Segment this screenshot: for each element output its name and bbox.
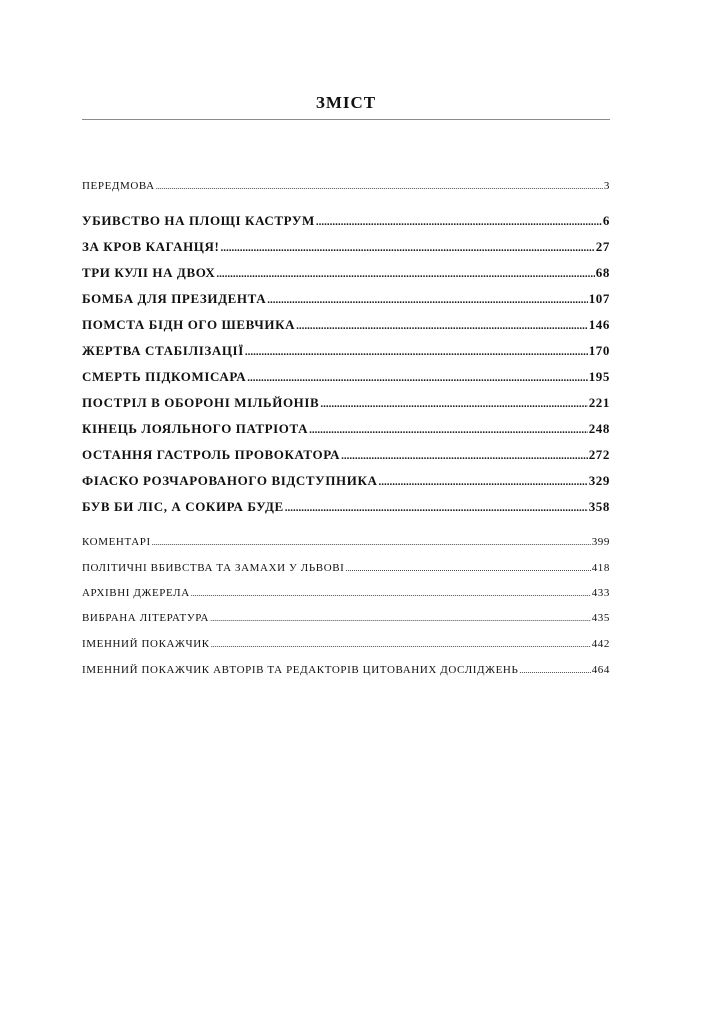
dot-leader (378, 476, 587, 488)
toc-entry-back-matter[interactable] (82, 638, 610, 650)
toc-page-number: 435 (591, 612, 610, 624)
toc-page-number: 27 (595, 239, 610, 254)
dot-leader (341, 450, 588, 462)
toc-page-number: 329 (588, 473, 610, 488)
toc-entry-chapter[interactable] (82, 265, 610, 281)
toc-page-number: 68 (595, 265, 610, 280)
toc-entry-label: СМЕРТЬ ПІДКОМІСАРА (82, 369, 247, 384)
toc-page-number: 6 (602, 213, 610, 228)
toc-page-number: 418 (591, 562, 610, 574)
toc-page-number: 464 (591, 664, 610, 676)
toc-entry-label: БОМБА ДЛЯ ПРЕЗИДЕНТА (82, 291, 267, 306)
toc-entry-label: УБИВСТВО НА ПЛОЩІ КАСТРУМ (82, 213, 315, 228)
dot-leader (220, 242, 594, 254)
toc-entry-label: ЗА КРОВ КАГАНЦЯ! (82, 239, 220, 254)
toc-page-number: 146 (588, 317, 610, 332)
toc-entry-chapter[interactable] (82, 421, 610, 437)
toc-entry-label: ІМЕННИЙ ПОКАЖЧИК АВТОРІВ ТА РЕДАКТОРІВ ЦИТОВАНИХ ДОСЛІДЖЕНЬ (82, 664, 519, 676)
dot-leader (316, 216, 602, 228)
toc-entry-chapter[interactable] (82, 317, 610, 333)
toc-entry-label: КОМЕНТАРІ (82, 536, 151, 548)
toc-entry-label: ТРИ КУЛІ НА ДВОХ (82, 265, 216, 280)
toc-entry-chapter[interactable] (82, 213, 610, 229)
toc-page-number: 3 (603, 180, 610, 192)
toc-entry-back-matter[interactable] (82, 536, 610, 548)
toc-entry-chapter[interactable] (82, 291, 610, 307)
dot-leader (345, 564, 590, 573)
toc-entry-label: ФІАСКО РОЗЧАРОВАНОГО ВІДСТУПНИКА (82, 473, 378, 488)
toc-page-number: 358 (588, 499, 610, 514)
toc-entry-chapter[interactable] (82, 343, 610, 359)
toc-entry-label: ОСТАННЯ ГАСТРОЛЬ ПРОВОКАТОРА (82, 447, 341, 462)
toc-entry-back-matter[interactable] (82, 664, 610, 676)
dot-leader (285, 502, 588, 514)
dot-leader (210, 614, 591, 623)
toc-entry-label: ПОСТРІЛ В ОБОРОНІ МІЛЬЙОНІВ (82, 395, 320, 410)
dot-leader (320, 398, 587, 410)
toc-entry-label: КІНЕЦЬ ЛОЯЛЬНОГО ПАТРІОТА (82, 421, 309, 436)
dot-leader (211, 640, 591, 649)
toc-entry-label: ПОЛІТИЧНІ ВБИВСТВА ТА ЗАМАХИ У ЛЬВОВІ (82, 562, 345, 574)
toc-entry-chapter[interactable] (82, 447, 610, 463)
toc-page-number: 433 (591, 587, 610, 599)
toc-page-number: 442 (591, 638, 610, 650)
toc-page-number: 248 (588, 421, 610, 436)
title-divider (82, 119, 610, 120)
toc-entry-preface[interactable] (82, 180, 610, 192)
dot-leader (245, 346, 588, 358)
dot-leader (309, 424, 588, 436)
toc-page-number: 272 (588, 447, 610, 462)
toc-entry-label: ІМЕННИЙ ПОКАЖЧИК (82, 638, 210, 650)
dot-leader (152, 538, 591, 547)
toc-page-number: 107 (588, 291, 610, 306)
toc-page-number: 399 (591, 536, 610, 548)
toc-entry-back-matter[interactable] (82, 587, 610, 599)
toc-entry-back-matter[interactable] (82, 612, 610, 624)
toc-entry-label: ВИБРАНА ЛІТЕРАТУРА (82, 612, 210, 624)
toc-entry-chapter[interactable] (82, 239, 610, 255)
dot-leader (247, 372, 587, 384)
toc-page-number: 170 (588, 343, 610, 358)
dot-leader (156, 182, 603, 191)
toc-entry-chapter[interactable] (82, 499, 610, 515)
toc-entry-label: ЖЕРТВА СТАБІЛІЗАЦІЇ (82, 343, 244, 358)
dot-leader (191, 589, 591, 598)
toc-entry-label: ПОМСТА БІДН ОГО ШЕВЧИКА (82, 317, 296, 332)
toc-page-number: 195 (588, 369, 610, 384)
dot-leader (519, 666, 590, 675)
toc-entry-back-matter[interactable] (82, 562, 610, 574)
dot-leader (267, 294, 587, 306)
toc-page-number: 221 (588, 395, 610, 410)
toc-entry-chapter[interactable] (82, 369, 610, 385)
dot-leader (216, 268, 594, 280)
toc-entry-chapter[interactable] (82, 473, 610, 489)
toc-entry-label: АРХІВНІ ДЖЕРЕЛА (82, 587, 190, 599)
dot-leader (296, 320, 588, 332)
page-title: ЗМІСТ (315, 93, 377, 112)
toc-entry-label: ПЕРЕДМОВА (82, 180, 155, 192)
toc-entry-label: БУВ БИ ЛІС, А СОКИРА БУДЕ (82, 499, 284, 514)
toc-entry-chapter[interactable] (82, 395, 610, 411)
